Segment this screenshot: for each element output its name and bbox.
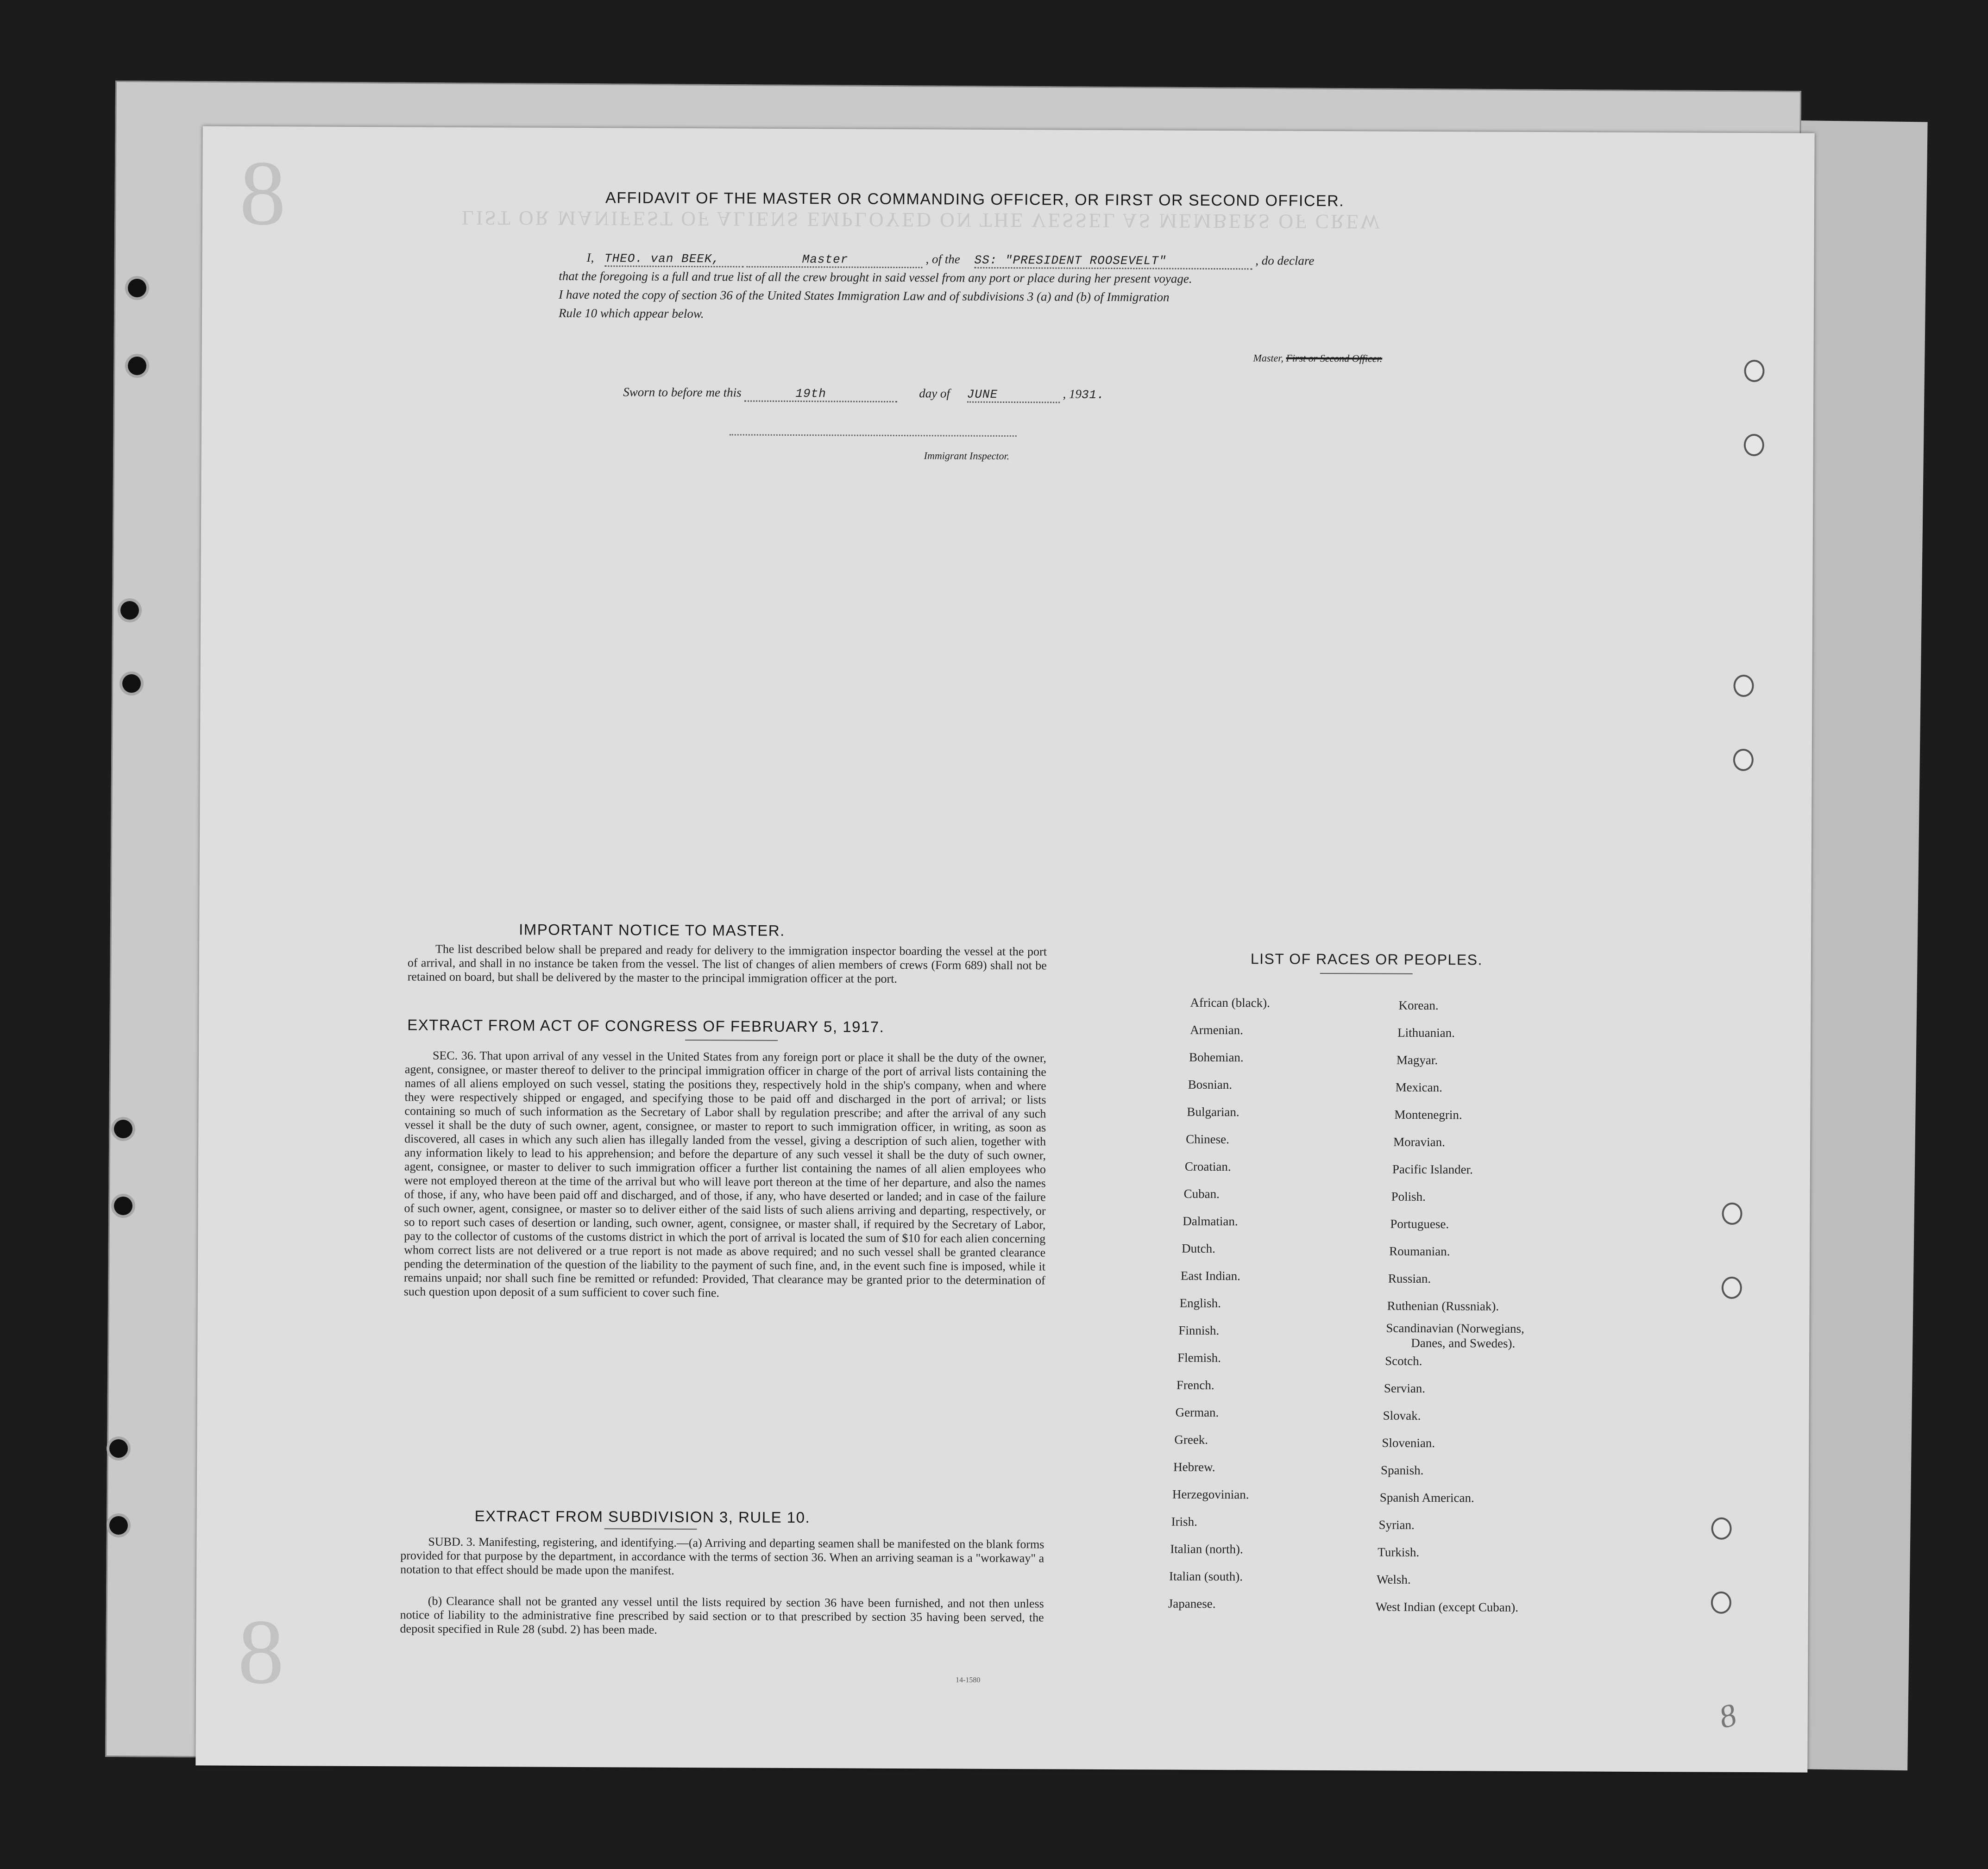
punch-ring [1733, 675, 1754, 697]
race-item: Scandinavian (Norwegians, [1386, 1321, 1524, 1336]
binder-hole [120, 601, 139, 620]
punch-ring [1722, 1277, 1742, 1299]
sworn-day: 19th [744, 387, 897, 402]
act-extract-body: SEC. 36. That upon arrival of any vessel in the United States from any foreign port or place it shall be the duty of the owner, agent, consignee, or master thereof to deliver to the principal immigration officer in charge of the port of arrival lists containing the names of all aliens employed on such vessel, stating the positions they, respectively hold in the ship's company, when and where they were respectively shipped or engaged, and specifying those to be paid off and discharged in the port of arrival; or lists containing so much of such information as the Secretary of Labor shall by regulation prescribe; and after the arrival of any such vessel it shall be the duty of such owner, agent, consignee, or master to report to such immigration officer, in writing, as soon as discovered, all cases in which any such alien has illegally landed from the vessel, giving a description of such alien, together with any information likely to lead to his apprehension; and before the departure of any such vessel it shall be the duty of such owner, agent, consignee, or master to deliver to such immigration officer a further list containing the names of all alien employees who were not employed thereon at the time of the arrival but who will leave port thereon at the time of her departure, and also the names of those, if any, who have been paid off and discharged, and of those, if any, who have deserted or landed; and in case of the failure of such owner, agent, consignee, or master so to deliver either of the said lists of such aliens arriving and departing, respectively, or so to report such cases of desertion or landing, such owner, agent, consignee, or master shall, if required by the Secretary of Labor, pay to the collector of customs of the customs district in which the port of arrival is located the sum of $10 for each alien concerning whom correct lists are not delivered or a true report is not made as above required; and no such vessel shall be granted clearance pending the determination of the question of the liability to the payment of such fine, and, in the event such fine is imposed, while it remains unpaid; nor shall such fine be remitted or refunded: Provided, That clearance may be granted prior to the determination of such question upon deposit of a sum sufficient to cover such fine. [403, 1048, 1047, 1300]
race-item: Mexican. [1395, 1080, 1442, 1095]
race-item: Finnish. [1178, 1323, 1220, 1338]
punch-ring [1711, 1518, 1731, 1540]
binder-hole [128, 357, 146, 375]
master-label: Master, [1253, 352, 1284, 364]
binder-hole [114, 1197, 132, 1215]
struck-officer-label: First or Second Officer. [1286, 352, 1383, 364]
race-item: Spanish. [1381, 1463, 1424, 1477]
race-item: Moravian. [1393, 1135, 1445, 1149]
race-item: Montenegrin. [1394, 1107, 1462, 1122]
race-item: Roumanian. [1389, 1244, 1450, 1259]
manifest-page [195, 126, 1814, 1772]
year-suffix: 31. [1081, 388, 1105, 402]
race-item: Bosnian. [1188, 1077, 1233, 1092]
sworn-month: JUNE [967, 388, 1060, 403]
race-item: Croatian. [1184, 1159, 1231, 1174]
punch-ring [1744, 434, 1764, 456]
rule-extract-underline [604, 1528, 697, 1530]
race-item: African (black). [1190, 995, 1270, 1010]
show-through-mark: 8 [239, 142, 286, 245]
race-item: Ruthenian (Russniak). [1387, 1298, 1499, 1313]
inspector-label: Immigrant Inspector. [924, 450, 1010, 462]
race-item: Korean. [1398, 998, 1439, 1013]
race-item: Dalmatian. [1183, 1214, 1238, 1229]
notice-body: The list described below shall be prepared and ready for delivery to the immigration inspector boarding the vessel at the port of arrival, and shall in no instance be taken from the vessel. The list of changes of alien members of crews (Form 689) shall not be retained on board, but shall be delivered by the master to the principal immigration officer at the port. [407, 942, 1047, 985]
master-rank: Master [747, 252, 923, 269]
act-extract-underline [685, 1040, 778, 1041]
race-item: Pacific Islander. [1392, 1162, 1473, 1177]
race-item: West Indian (except Cuban). [1375, 1599, 1519, 1614]
affidavit-declaration-line [586, 251, 1314, 270]
race-item: Flemish. [1177, 1350, 1221, 1365]
rule-extract-body-a: SUBD. 3. Manifesting, registering, and identifying.—(a) Arriving and departing seamen shall be manifested on the blank forms provided for that purpose by the department, in accordance with the terms of section 36. When an arriving seaman is a "workaway" a notation to that effect should be made upon the manifest. [400, 1535, 1044, 1577]
inspector-signature-rule [730, 434, 1017, 437]
race-item: Slovak. [1383, 1408, 1421, 1423]
race-item: Servian. [1384, 1381, 1426, 1395]
race-item: Chinese. [1186, 1132, 1230, 1147]
rule-extract-body-b: (b) Clearance shall not be granted any vessel until the lists required by section 36 have been furnished, and not then unless notice of liability to the administrative fine prescribed by said section or to that prescribed by section 35 having been served, the deposit specified in Rule 28 (subd. 2) has been made. [400, 1594, 1044, 1637]
sworn-line [623, 385, 1105, 403]
vessel-name: SS: "PRESIDENT ROOSEVELT" [974, 253, 1252, 270]
pencil-page-mark: 8 [1715, 1697, 1740, 1736]
affidavit-text-line-1: that the foregoing is a full and true list of all the crew brought in said vessel from any port or place during her present voyage. [559, 269, 1192, 286]
binder-hole [109, 1439, 128, 1458]
master-signature-line [1253, 352, 1383, 364]
race-item: Magyar. [1396, 1053, 1438, 1067]
race-item: Greek. [1174, 1432, 1208, 1447]
race-item: Russian. [1388, 1271, 1431, 1286]
race-item: Hebrew. [1173, 1460, 1215, 1474]
race-item: Spanish American. [1379, 1490, 1474, 1505]
race-item: Lithuanian. [1397, 1025, 1455, 1040]
show-through-mark: 8 [237, 1600, 284, 1704]
of-the-label: , of the [925, 252, 960, 266]
race-item: Japanese. [1168, 1596, 1216, 1611]
race-item: English. [1179, 1296, 1221, 1311]
binder-hole [114, 1120, 132, 1138]
race-item: Cuban. [1183, 1186, 1220, 1201]
race-item: Syrian. [1378, 1518, 1415, 1532]
race-item: Italian (north). [1170, 1542, 1243, 1556]
races-title: LIST OF RACES OR PEOPLES. [1250, 950, 1483, 968]
binder-hole [128, 279, 146, 297]
year-prefix: , 19 [1063, 387, 1082, 401]
race-item: Turkish. [1378, 1545, 1420, 1559]
race-item: East Indian. [1180, 1268, 1240, 1283]
race-item: German. [1175, 1405, 1219, 1420]
race-item: Dutch. [1182, 1241, 1215, 1255]
binder-hole [109, 1516, 128, 1535]
do-declare-label: , do declare [1255, 253, 1315, 268]
affidavit-title: AFFIDAVIT OF THE MASTER OR COMMANDING OFFICER, OR FIRST OR SECOND OFFICER. [605, 189, 1345, 210]
race-item: Irish. [1171, 1514, 1197, 1529]
binder-hole [122, 674, 141, 693]
act-extract-title: EXTRACT FROM ACT OF CONGRESS OF FEBRUARY 5, 1917. [407, 1016, 885, 1035]
punch-ring [1744, 360, 1764, 382]
race-item: Scotch. [1385, 1354, 1422, 1368]
master-name: THEO. van BEEK, [604, 251, 743, 267]
race-item: Herzegovinian. [1172, 1487, 1249, 1502]
i-label: I, [586, 251, 594, 265]
rule-extract-title: EXTRACT FROM SUBDIVISION 3, RULE 10. [474, 1507, 811, 1526]
punch-ring [1711, 1592, 1731, 1614]
race-item: Polish. [1391, 1189, 1426, 1204]
form-number: 14-1580 [956, 1676, 981, 1684]
race-item: Armenian. [1190, 1022, 1244, 1037]
race-item: Italian (south). [1169, 1569, 1243, 1584]
races-title-underline [1320, 973, 1413, 974]
affidavit-text-line-3: Rule 10 which appear below. [558, 306, 704, 321]
show-through-text: LIST OR MANIFEST OF ALIENS EMPLOYED ON THE VESSEL AS MEMBERS OF CREW [461, 206, 1382, 233]
day-of-label: day of [919, 386, 950, 401]
race-item: Slovenian. [1382, 1436, 1435, 1450]
notice-title: IMPORTANT NOTICE TO MASTER. [519, 921, 785, 939]
punch-ring [1722, 1203, 1742, 1225]
race-item: Bohemian. [1189, 1050, 1244, 1065]
race-item: Welsh. [1377, 1572, 1411, 1587]
affidavit-text-line-2: I have noted the copy of section 36 of the United States Immigration Law and of subdivisions 3 (a) and (b) of Immigration [559, 287, 1170, 304]
race-item-continuation: Danes, and Swedes). [1411, 1336, 1516, 1350]
race-item: French. [1176, 1378, 1214, 1392]
race-item: Portuguese. [1390, 1217, 1449, 1231]
sworn-label: Sworn to before me this [623, 385, 742, 400]
punch-ring [1733, 749, 1754, 771]
race-item: Bulgarian. [1187, 1104, 1239, 1119]
